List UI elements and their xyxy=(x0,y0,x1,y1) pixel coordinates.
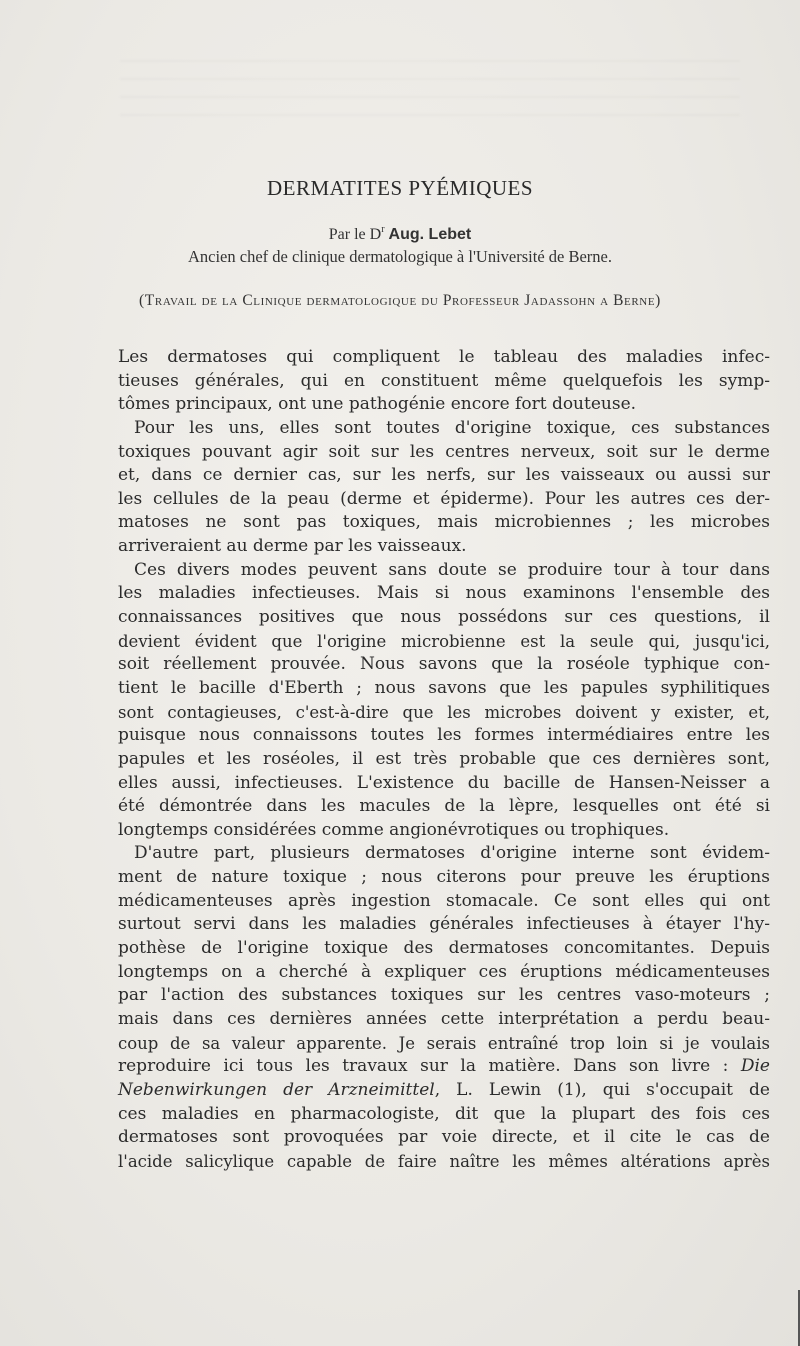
bleed-through-text xyxy=(120,60,740,120)
text-line: par l'action des substances toxiques sur les centres vaso-moteurs ; xyxy=(118,985,770,1006)
text-line: Les dermatoses qui compliquent le tableau des maladies infec- xyxy=(118,347,770,367)
text-line-with-italic: Nebenwirkungen der Arzneimittel, L. Lewin (1), qui s'occupait de xyxy=(118,1079,770,1100)
text-line: tômes principaux, ont une pathogénie encore fort douteuse. xyxy=(118,394,637,415)
work-attribution: (Travail de la Clinique dermatologique du Professeur Jadassohn a Berne) xyxy=(139,292,661,309)
text-line: tieuses générales, qui en constituent même quelquefois les symp- xyxy=(118,370,770,391)
article-title: DERMATITES PYÉMIQUES xyxy=(266,176,534,200)
text-line: devient évident que l'origine microbienne est la seule qui, jusqu'ici, xyxy=(118,631,770,651)
text-line-with-italic: reproduire ici tous les travaux sur la matière. Dans son livre : Die xyxy=(118,1056,770,1077)
text-line: ces maladies en pharmacologiste, dit que la plupart des fois ces xyxy=(118,1103,770,1124)
text-line: elles aussi, infectieuses. L'existence du bacille de Hansen-Neisser a xyxy=(118,772,770,793)
byline xyxy=(0,226,800,244)
text-line: coup de sa valeur apparente. Je serais entraîné trop loin si je voulais xyxy=(118,1033,770,1053)
text-line: les maladies infectieuses. Mais si nous examinons l'ensemble des xyxy=(118,583,770,604)
text-line: l'acide salicylique capable de faire naître les mêmes altérations après xyxy=(118,1151,770,1171)
author-affiliation: Ancien chef de clinique dermatologique à l'Université de Berne. xyxy=(187,247,613,266)
author-name: Aug. Lebet xyxy=(388,226,472,243)
text-line: été démontrée dans les macules de la lèpre, lesquelles ont été si xyxy=(118,796,770,817)
text-line: longtemps on a cherché à expliquer ces éruptions médicamenteuses xyxy=(118,961,770,982)
text-line: sont contagieuses, c'est-à-dire que les microbes doivent y exister, et, xyxy=(118,702,770,722)
article-body xyxy=(118,346,770,1173)
text-line: soit réellement prouvée. Nous savons que la roséole typhique con- xyxy=(118,654,770,675)
text-line: ment de nature toxique ; nous citerons pour preuve les éruptions xyxy=(118,867,770,888)
text-line: Pour les uns, elles sont toutes d'origine toxique, ces substances xyxy=(134,417,770,438)
text-line: papules et les roséoles, il est très probable que ces dernières sont, xyxy=(118,748,770,769)
text-line: médicamenteuses après ingestion stomacale. Ce sont elles qui ont xyxy=(118,890,770,911)
text-line: surtout servi dans les maladies générales infectieuses à étayer l'hy- xyxy=(118,914,770,935)
text-line: les cellules de la peau (derme et épiderme). Pour les autres ces der- xyxy=(118,488,770,509)
text-line: toxiques pouvant agir soit sur les centres nerveux, soit sur le derme xyxy=(118,441,770,462)
text-line: matoses ne sont pas toxiques, mais microbiennes ; les microbes xyxy=(118,512,770,533)
text-line: longtemps considérées comme angionévrotiques ou trophiques. xyxy=(118,819,670,840)
text-line: D'autre part, plusieurs dermatoses d'origine interne sont évidem- xyxy=(134,843,770,864)
text-line: pothèse de l'origine toxique des dermatoses concomitantes. Depuis xyxy=(118,938,770,959)
byline-prefix: Par le $D^r$ xyxy=(328,224,385,243)
text-line: dermatoses sont provoquées par voie directe, et il cite le cas de xyxy=(118,1127,770,1148)
text-line: arriveraient au derme par les vaisseaux. xyxy=(118,536,467,557)
text-line: et, dans ce dernier cas, sur les nerfs, sur les vaisseaux ou aussi sur xyxy=(118,465,770,486)
text-line: mais dans ces dernières années cette interprétation a perdu beau- xyxy=(118,1008,770,1029)
text-line: puisque nous connaissons toutes les formes intermédiaires entre les xyxy=(118,725,770,746)
text-line: Ces divers modes peuvent sans doute se produire tour à tour dans xyxy=(134,559,770,580)
text-line: tient le bacille d'Eberth ; nous savons que les papules syphilitiques xyxy=(118,677,770,698)
text-line: connaissances positives que nous possédons sur ces questions, il xyxy=(118,607,770,628)
